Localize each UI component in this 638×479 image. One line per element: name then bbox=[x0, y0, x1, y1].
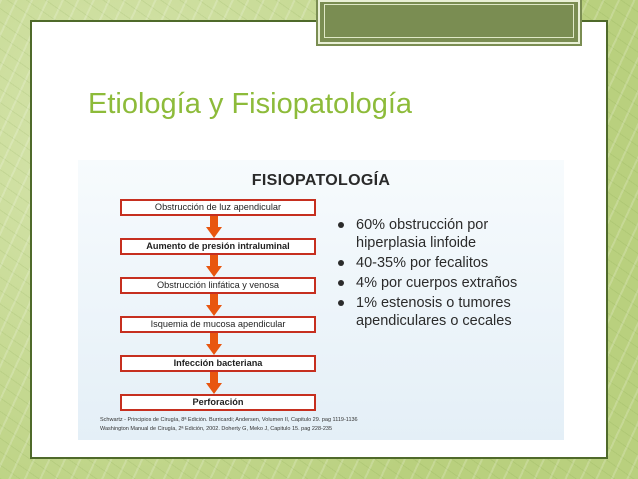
decorative-header-tab bbox=[318, 0, 580, 44]
flow-step-infeccion: Infección bacteriana bbox=[120, 355, 316, 372]
down-arrow-icon bbox=[206, 333, 222, 355]
causes-list bbox=[336, 216, 561, 332]
down-arrow-icon bbox=[206, 216, 222, 238]
reference-line: Washington Manual de Cirugía, 2ª Edición, 2002. Doherty G, Meko J, Capitulo 15. pag 228-235 bbox=[100, 426, 333, 432]
down-arrow-icon bbox=[206, 372, 222, 394]
list-item: 60% obstrucción por hiperplasia linfoide bbox=[336, 216, 561, 252]
list-item: 40-35% por fecalitos bbox=[336, 254, 561, 272]
flow-step-isquemia: Isquemia de mucosa apendicular bbox=[120, 316, 316, 333]
down-arrow-icon bbox=[206, 294, 222, 316]
flow-step-obstruccion-linfatica: Obstrucción linfática y venosa bbox=[120, 277, 316, 294]
reference-line: Schwartz - Principios de Cirugía, 8ª Edición. Burricardi; Andersen, Volumen II, Capitulo 29. pag 1119-1136 bbox=[100, 417, 358, 423]
list-item: 4% por cuerpos extraños bbox=[336, 274, 561, 292]
figure-title: FISIOPATOLOGÍA bbox=[251, 172, 391, 189]
references bbox=[100, 416, 560, 434]
flow-step-obstruccion-luz: Obstrucción de luz apendicular bbox=[120, 199, 316, 216]
slide-title: Etiología y Fisiopatología bbox=[88, 88, 413, 120]
flow-step-perforacion: Perforación bbox=[120, 394, 316, 411]
fisiopatologia-figure bbox=[78, 160, 564, 440]
list-item: 1% estenosis o tumores apendiculares o cecales bbox=[336, 294, 561, 330]
flow-step-aumento-presion: Aumento de presión intraluminal bbox=[120, 238, 316, 255]
down-arrow-icon bbox=[206, 255, 222, 277]
